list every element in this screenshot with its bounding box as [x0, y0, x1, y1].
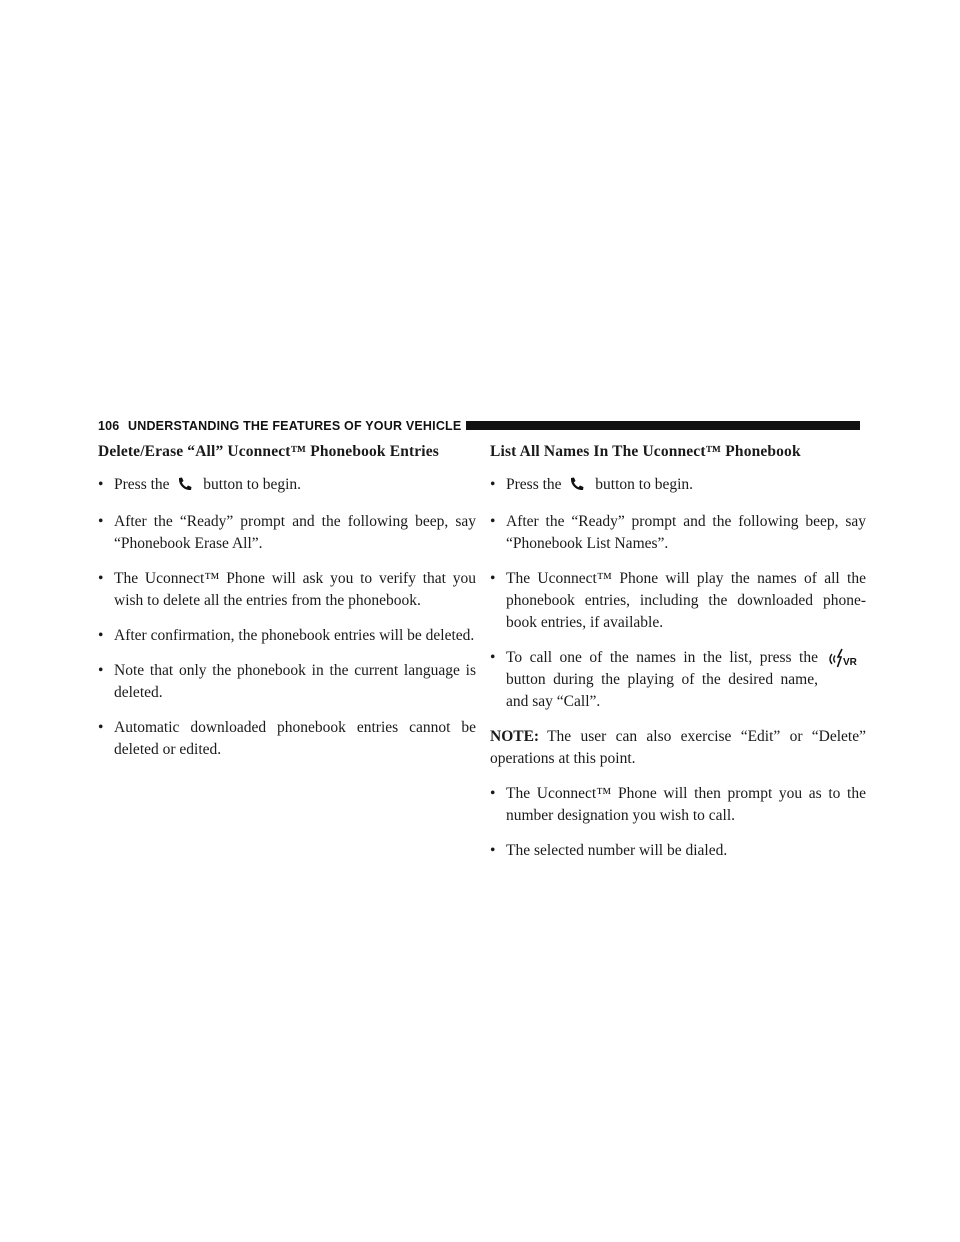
list-item-text: The Uconnect™ Phone will ask you to verify that you wish to delete all the entries from the phonebook. — [114, 570, 476, 609]
left-bullet-list — [98, 474, 476, 761]
list-item — [98, 660, 476, 704]
bullet: • — [490, 842, 496, 859]
list-item — [490, 474, 866, 498]
left-column — [98, 440, 476, 774]
list-item-text: Press the — [506, 476, 562, 493]
list-item — [490, 568, 866, 634]
note-text: The user can also exercise “Edit” or “Delete” operations at this point. — [490, 728, 866, 767]
list-item-text: Note that only the phonebook in the current language is deleted. — [114, 662, 476, 701]
bullet: • — [490, 513, 496, 530]
list-item-text: button to begin. — [203, 476, 302, 493]
list-item-text: button during the playing of the desired name, and say “Call”. — [506, 671, 818, 710]
list-item-text: The Uconnect™ Phone will then prompt you as to the number designation you wish to call. — [506, 785, 866, 824]
bullet: • — [98, 627, 104, 644]
bullet: • — [490, 785, 496, 802]
list-item — [98, 474, 476, 498]
list-item-text: The selected number will be dialed. — [506, 842, 728, 859]
list-item — [98, 717, 476, 761]
header-rule — [466, 421, 860, 430]
vr-label: VR — [843, 657, 857, 668]
left-heading: Delete/Erase “All” Uconnect™ Phonebook Entries — [98, 443, 439, 460]
list-item-text: The Uconnect™ Phone will play the names of all the phonebook entries, including the downloaded phone-book entries, if available. — [506, 570, 866, 631]
bullet: • — [490, 649, 496, 666]
right-bullet-list — [490, 474, 866, 713]
section-title: UNDERSTANDING THE FEATURES OF YOUR VEHICLE — [128, 419, 462, 433]
phone-icon — [569, 476, 585, 498]
page-header — [98, 418, 860, 434]
list-item — [490, 511, 866, 555]
list-item — [490, 783, 866, 827]
bullet: • — [98, 662, 104, 679]
bullet: • — [490, 570, 496, 587]
list-item — [98, 511, 476, 555]
bullet: • — [98, 719, 104, 736]
list-item-text: To call one of the names in the list, press the — [506, 649, 818, 666]
list-item-text: After the “Ready” prompt and the following beep, say “Phonebook Erase All”. — [114, 513, 476, 552]
right-bullet-list-2 — [490, 783, 866, 862]
right-heading: List All Names In The Uconnect™ Phonebook — [490, 443, 801, 460]
list-item-text: After the “Ready” prompt and the following beep, say “Phonebook List Names”. — [506, 513, 866, 552]
list-item — [98, 568, 476, 612]
list-item — [490, 647, 866, 713]
list-item-text: button to begin. — [595, 476, 694, 493]
note-paragraph — [490, 726, 866, 770]
list-item-text: Press the — [114, 476, 170, 493]
list-item — [98, 625, 476, 647]
right-column — [490, 440, 866, 875]
voice-recognition-icon — [826, 647, 862, 678]
list-item — [490, 840, 866, 862]
list-item-text: Automatic downloaded phonebook entries cannot be deleted or edited. — [114, 719, 476, 758]
note-label: NOTE: — [490, 728, 540, 745]
bullet: • — [490, 476, 496, 493]
phone-icon — [177, 476, 193, 498]
page-number: 106 — [98, 419, 120, 433]
list-item-text: After confirmation, the phonebook entries will be deleted. — [114, 627, 475, 644]
bullet: • — [98, 570, 104, 587]
bullet: • — [98, 513, 104, 530]
bullet: • — [98, 476, 104, 493]
